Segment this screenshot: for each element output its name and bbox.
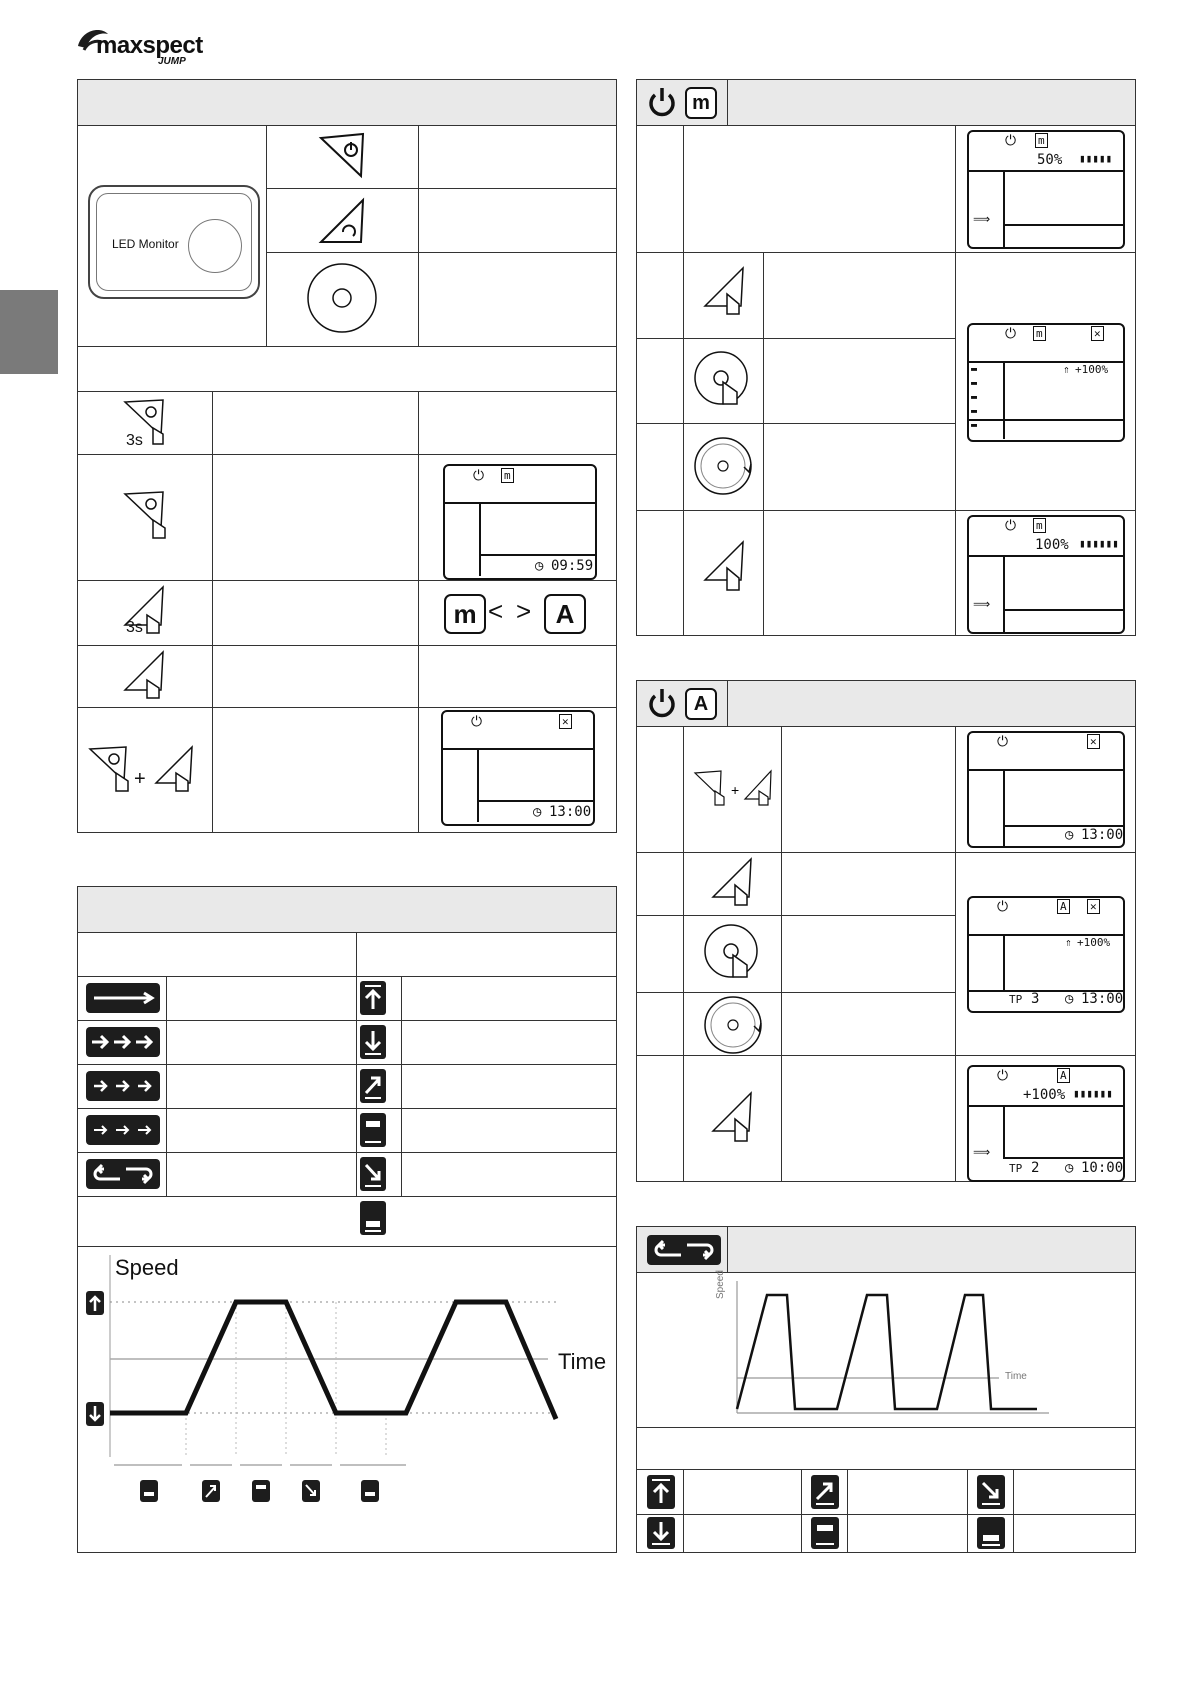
mode-switch-lt: < [488, 596, 504, 626]
lcd-manual-full [967, 515, 1125, 634]
lcd-mode-list: ▬ ▬ ▬ ▬ ▬ [971, 364, 978, 431]
brand-logo [74, 22, 214, 70]
lcd-clock-icon: ◷ [533, 804, 542, 820]
lcd-speed-bars: ▮▮▮▮▮ [1079, 152, 1113, 165]
lcd-speed-bars: ▮▮▮▮▮▮ [1079, 537, 1119, 550]
speed-profile-chart [78, 1247, 616, 1552]
lcd-program [441, 710, 595, 826]
device-dial [188, 219, 242, 273]
lcd-auto-prog-time: 13:00 [1081, 991, 1124, 1007]
lcd-power-icon: ⏻ [997, 734, 1009, 750]
header-power-icon [647, 687, 677, 719]
auto-mode-table [636, 680, 1136, 1182]
lcd-auto-prog-value: +100% [1077, 936, 1111, 949]
wave-chart [715, 1270, 1057, 1422]
lcd-a-icon: A [1057, 1068, 1070, 1083]
controls-table-header [78, 80, 616, 126]
section-tab [0, 290, 58, 374]
phase-ramp-up-icon [202, 1480, 220, 1502]
legend-speed-max-icon [647, 1475, 675, 1509]
lcd-manual-program [967, 323, 1125, 442]
lcd-power-icon: ⏻ [1005, 133, 1017, 149]
speed-max-marker-icon [86, 1291, 104, 1315]
ramp-up-icon [360, 1069, 386, 1103]
speed-profile-svg [78, 1247, 616, 1552]
brand-sub: JUMP [158, 56, 186, 67]
mode-button-icon [319, 198, 365, 244]
lcd-power-icon: ⏻ [1005, 326, 1017, 342]
phase-hold-low-icon [140, 1480, 158, 1502]
speed-min-marker-icon [86, 1402, 104, 1426]
constant-flow-icon [86, 983, 160, 1013]
lcd-m-icon: m [501, 468, 514, 483]
wave-chart-xlabel: Time [1005, 1371, 1027, 1382]
svg-text:+: + [731, 782, 740, 798]
wave-line [737, 1295, 1037, 1409]
lcd-clock-icon: ◷ [1065, 1160, 1074, 1176]
lcd-program-icon: ✕ [1087, 734, 1100, 749]
lcd-manual-speed-value: 50% [1037, 152, 1063, 168]
speed-min-icon [360, 1025, 386, 1059]
wave-mode-table [636, 1226, 1136, 1553]
mode-switch-gt: > [516, 596, 532, 626]
lcd-max-icon: ⇑ [1063, 363, 1070, 376]
lcd-standby-time: 09:59 [551, 558, 594, 574]
wave-chart-ylabel: Speed [715, 1270, 726, 1299]
lcd-constant-icon: ⟹ [973, 1145, 991, 1159]
speed-profile-line [110, 1302, 556, 1419]
mode-a-badge: A [544, 594, 586, 634]
lcd-power-icon: ⏻ [997, 1068, 1009, 1084]
lcd-constant-icon: ⟹ [973, 212, 991, 226]
pulse-flow-icon-c [86, 1115, 160, 1145]
header-power-icon [647, 86, 677, 118]
lcd-m-icon: m [1035, 133, 1048, 148]
pulse-flow-icon [86, 1027, 160, 1057]
lcd-speed-bars: ▮▮▮▮▮▮ [1073, 1087, 1113, 1100]
header-a-badge: A [685, 688, 717, 720]
lcd-auto-tp: TP [1009, 993, 1023, 1006]
dial-press-icon [703, 923, 763, 985]
phase-hold-low-icon-b [361, 1480, 379, 1502]
lcd-clock-icon: ◷ [1065, 991, 1074, 1007]
hold-3s-label: 3s [126, 432, 143, 449]
manual-mode-table [636, 79, 1136, 636]
phase-hold-high-icon [252, 1480, 270, 1502]
legend-ramp-down-icon [977, 1475, 1005, 1509]
lcd-program-icon: ✕ [1091, 326, 1104, 341]
lcd-power-icon: ⏻ [997, 899, 1009, 915]
speed-max-icon [360, 981, 386, 1015]
hold-high-icon [360, 1113, 386, 1147]
lcd-clock-icon: ◷ [535, 558, 544, 574]
mode-press-icon-b [703, 540, 749, 600]
brand-name: maxspect [96, 32, 203, 59]
speed-chart-ylabel: Speed [115, 1255, 179, 1280]
plus-sign: + [134, 768, 146, 790]
mode-press-icon-b [711, 1091, 757, 1151]
lcd-program-time: 13:00 [549, 804, 592, 820]
ramp-down-icon [360, 1157, 386, 1191]
lcd-auto-final [967, 1065, 1125, 1182]
device-label: LED Monitor [112, 237, 179, 251]
wave-chart-svg [717, 1277, 1057, 1422]
power-button-icon [319, 132, 365, 178]
lcd-constant-icon: ⟹ [973, 597, 991, 611]
hold-low-icon [360, 1201, 386, 1235]
lcd-auto-final-tp-num: 2 [1031, 1160, 1040, 1176]
led-monitor-device [88, 185, 260, 299]
lcd-manual-prog-value: +100% [1075, 363, 1109, 376]
lcd-m-icon: m [1033, 326, 1046, 341]
lcd-manual-speed [967, 130, 1125, 249]
lcd-m-icon: m [1033, 518, 1046, 533]
lcd-auto-final-tp: TP [1009, 1162, 1023, 1175]
legend-speed-min-icon [647, 1517, 675, 1549]
flow-modes-header [78, 887, 616, 933]
lcd-auto-tp-num: 3 [1031, 991, 1040, 1007]
flow-modes-table [77, 886, 617, 1553]
controls-table [77, 79, 617, 833]
power-press-icon [123, 490, 171, 546]
mode-press-icon [711, 857, 757, 913]
lcd-power-icon: ⏻ [1005, 518, 1017, 534]
dial-rotate-icon [693, 436, 755, 498]
speed-chart-xlabel: Time [558, 1349, 607, 1374]
pulse-flow-icon-b [86, 1071, 160, 1101]
lcd-program-icon: ✕ [1087, 899, 1100, 914]
mode-press-icon [703, 266, 749, 322]
dial-rotate-icon [703, 995, 765, 1057]
lcd-auto-final-time: 10:00 [1081, 1160, 1124, 1176]
legend-hold-high-icon [811, 1517, 839, 1549]
rotary-dial-icon [306, 262, 378, 334]
lcd-manual-full-value: 100% [1035, 537, 1069, 553]
legend-ramp-up-icon [811, 1475, 839, 1509]
lcd-program-icon: ✕ [559, 714, 572, 729]
lcd-auto-set [967, 731, 1125, 848]
legend-hold-low-icon [977, 1517, 1005, 1549]
phase-ramp-down-icon [302, 1480, 320, 1502]
lcd-standby [443, 464, 597, 580]
header-m-badge: m [685, 87, 717, 119]
mode-m-badge: m [444, 594, 486, 634]
lcd-max-icon: ⇑ [1065, 936, 1072, 949]
header-gyre-wave-icon [647, 1235, 721, 1265]
lcd-power-icon: ⏻ [471, 714, 483, 730]
lcd-a-icon: A [1057, 899, 1070, 914]
dial-press-icon [693, 350, 753, 412]
lcd-power-icon: ⏻ [473, 468, 485, 484]
hold-3s-label-b: 3s [126, 619, 143, 636]
lcd-clock-icon: ◷ [1065, 827, 1074, 843]
lcd-auto-set-time: 13:00 [1081, 827, 1124, 843]
lcd-auto-final-value: +100% [1023, 1087, 1066, 1103]
mode-press-icon [123, 650, 169, 702]
lcd-auto-program [967, 896, 1125, 1013]
combined-press-icon [693, 769, 777, 815]
gyre-wave-icon [86, 1159, 160, 1189]
